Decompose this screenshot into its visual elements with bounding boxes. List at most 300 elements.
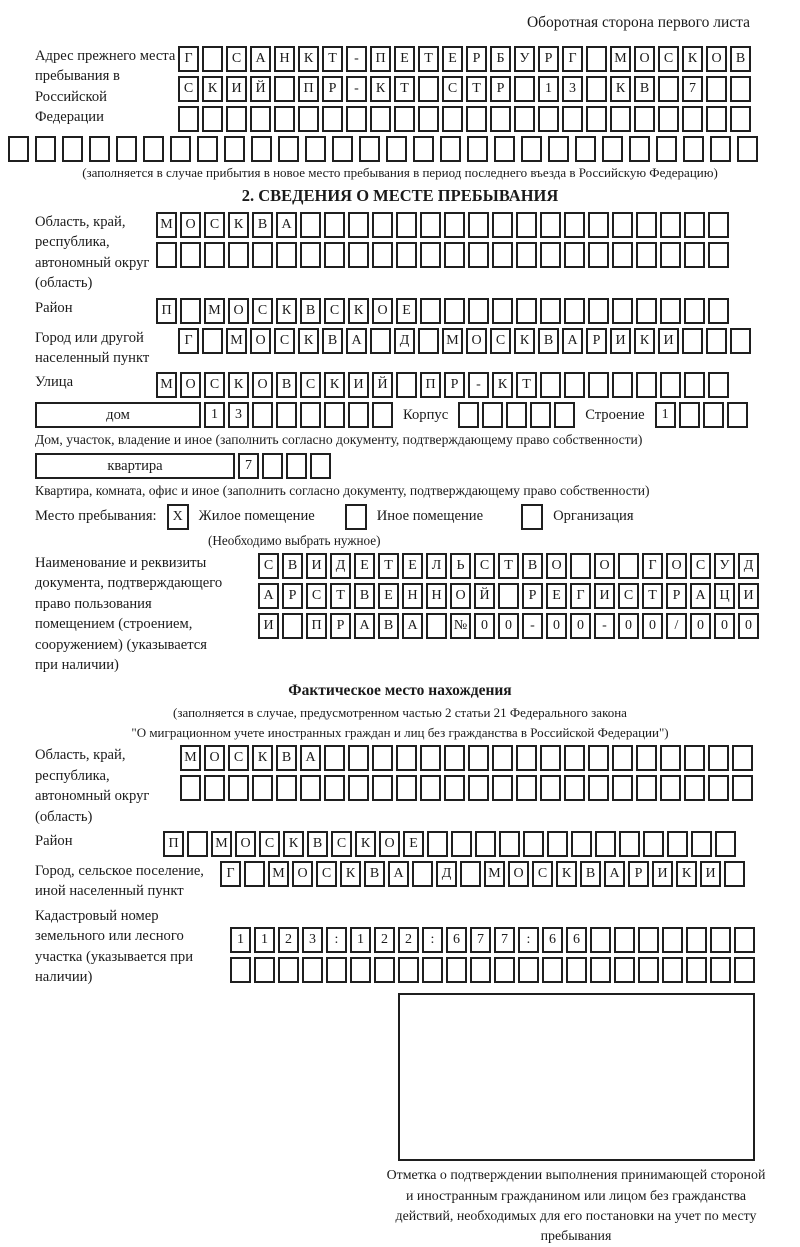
- char-cell[interactable]: Г: [178, 46, 199, 72]
- char-cell[interactable]: Т: [498, 553, 519, 579]
- char-cell[interactable]: В: [276, 745, 297, 771]
- char-cell[interactable]: И: [738, 583, 759, 609]
- char-cell[interactable]: [547, 831, 568, 857]
- char-cell[interactable]: В: [322, 328, 343, 354]
- char-cell[interactable]: [682, 106, 703, 132]
- char-cell[interactable]: Ь: [450, 553, 471, 579]
- char-cell[interactable]: [322, 106, 343, 132]
- char-cell[interactable]: [8, 136, 29, 162]
- char-cell[interactable]: К: [202, 76, 223, 102]
- char-cell[interactable]: [89, 136, 110, 162]
- char-cell[interactable]: А: [354, 613, 375, 639]
- char-cell[interactable]: [446, 957, 467, 983]
- char-cell[interactable]: О: [594, 553, 615, 579]
- char-cell[interactable]: [660, 298, 681, 324]
- region-line-1[interactable]: [156, 212, 729, 238]
- char-cell[interactable]: [444, 745, 465, 771]
- char-cell[interactable]: [396, 212, 417, 238]
- char-cell[interactable]: [370, 328, 391, 354]
- char-cell[interactable]: :: [422, 927, 443, 953]
- char-cell[interactable]: [494, 136, 515, 162]
- char-cell[interactable]: [634, 106, 655, 132]
- char-cell[interactable]: [610, 106, 631, 132]
- char-cell[interactable]: [586, 76, 607, 102]
- actual-region-line-1[interactable]: [180, 745, 753, 771]
- char-cell[interactable]: С: [316, 861, 337, 887]
- char-cell[interactable]: [516, 298, 537, 324]
- char-cell[interactable]: [514, 76, 535, 102]
- char-cell[interactable]: К: [355, 831, 376, 857]
- char-cell[interactable]: К: [298, 328, 319, 354]
- char-cell[interactable]: [492, 775, 513, 801]
- actual-city-cells[interactable]: [220, 861, 745, 887]
- char-cell[interactable]: Л: [426, 553, 447, 579]
- char-cell[interactable]: [540, 372, 561, 398]
- char-cell[interactable]: [498, 583, 519, 609]
- char-cell[interactable]: Д: [436, 861, 457, 887]
- char-cell[interactable]: [276, 242, 297, 268]
- char-cell[interactable]: [348, 242, 369, 268]
- char-cell[interactable]: [643, 831, 664, 857]
- char-cell[interactable]: А: [276, 212, 297, 238]
- char-cell[interactable]: Р: [666, 583, 687, 609]
- char-cell[interactable]: [614, 927, 635, 953]
- char-cell[interactable]: О: [180, 212, 201, 238]
- char-cell[interactable]: 0: [714, 613, 735, 639]
- char-cell[interactable]: [732, 775, 753, 801]
- char-cell[interactable]: 2: [374, 927, 395, 953]
- char-cell[interactable]: [204, 775, 225, 801]
- char-cell[interactable]: А: [604, 861, 625, 887]
- char-cell[interactable]: [372, 402, 393, 428]
- char-cell[interactable]: [708, 298, 729, 324]
- char-cell[interactable]: [710, 136, 731, 162]
- ownership-document-line-1[interactable]: [258, 553, 759, 579]
- char-cell[interactable]: [298, 106, 319, 132]
- char-cell[interactable]: 2: [278, 927, 299, 953]
- char-cell[interactable]: [224, 136, 245, 162]
- char-cell[interactable]: [710, 927, 731, 953]
- char-cell[interactable]: [35, 136, 56, 162]
- char-cell[interactable]: [684, 372, 705, 398]
- char-cell[interactable]: С: [228, 745, 249, 771]
- char-cell[interactable]: И: [594, 583, 615, 609]
- char-cell[interactable]: Г: [642, 553, 663, 579]
- char-cell[interactable]: [372, 775, 393, 801]
- char-cell[interactable]: [660, 372, 681, 398]
- char-cell[interactable]: Е: [442, 46, 463, 72]
- char-cell[interactable]: С: [258, 553, 279, 579]
- char-cell[interactable]: [422, 957, 443, 983]
- char-cell[interactable]: [412, 861, 433, 887]
- char-cell[interactable]: [202, 106, 223, 132]
- char-cell[interactable]: 1: [350, 927, 371, 953]
- char-cell[interactable]: [566, 957, 587, 983]
- char-cell[interactable]: [602, 136, 623, 162]
- char-cell[interactable]: [588, 372, 609, 398]
- char-cell[interactable]: [460, 861, 481, 887]
- char-cell[interactable]: [396, 745, 417, 771]
- char-cell[interactable]: К: [298, 46, 319, 72]
- char-cell[interactable]: С: [532, 861, 553, 887]
- char-cell[interactable]: [202, 46, 223, 72]
- ownership-document-line-2[interactable]: [258, 583, 759, 609]
- char-cell[interactable]: О: [252, 372, 273, 398]
- char-cell[interactable]: [326, 957, 347, 983]
- char-cell[interactable]: П: [370, 46, 391, 72]
- char-cell[interactable]: Й: [250, 76, 271, 102]
- char-cell[interactable]: [684, 212, 705, 238]
- char-cell[interactable]: 7: [238, 453, 259, 479]
- char-cell[interactable]: [467, 136, 488, 162]
- char-cell[interactable]: :: [518, 927, 539, 953]
- prev-address-line-3[interactable]: [178, 106, 751, 132]
- char-cell[interactable]: [638, 927, 659, 953]
- char-cell[interactable]: В: [364, 861, 385, 887]
- char-cell[interactable]: [444, 212, 465, 238]
- char-cell[interactable]: [612, 775, 633, 801]
- char-cell[interactable]: [300, 775, 321, 801]
- char-cell[interactable]: 0: [642, 613, 663, 639]
- char-cell[interactable]: [730, 328, 751, 354]
- char-cell[interactable]: [682, 328, 703, 354]
- char-cell[interactable]: К: [492, 372, 513, 398]
- char-cell[interactable]: [514, 106, 535, 132]
- char-cell[interactable]: 1: [230, 927, 251, 953]
- char-cell[interactable]: Д: [330, 553, 351, 579]
- char-cell[interactable]: [324, 212, 345, 238]
- char-cell[interactable]: [244, 861, 265, 887]
- building-cells[interactable]: [458, 402, 575, 428]
- char-cell[interactable]: Н: [402, 583, 423, 609]
- organization-checkbox[interactable]: [521, 504, 543, 530]
- char-cell[interactable]: И: [306, 553, 327, 579]
- char-cell[interactable]: С: [306, 583, 327, 609]
- char-cell[interactable]: М: [180, 745, 201, 771]
- char-cell[interactable]: [300, 242, 321, 268]
- char-cell[interactable]: 3: [228, 402, 249, 428]
- char-cell[interactable]: Е: [403, 831, 424, 857]
- char-cell[interactable]: [427, 831, 448, 857]
- char-cell[interactable]: [684, 298, 705, 324]
- char-cell[interactable]: -: [594, 613, 615, 639]
- char-cell[interactable]: В: [354, 583, 375, 609]
- char-cell[interactable]: [710, 957, 731, 983]
- char-cell[interactable]: [530, 402, 551, 428]
- char-cell[interactable]: [324, 745, 345, 771]
- char-cell[interactable]: [667, 831, 688, 857]
- char-cell[interactable]: Т: [418, 46, 439, 72]
- char-cell[interactable]: С: [226, 46, 247, 72]
- char-cell[interactable]: [518, 957, 539, 983]
- char-cell[interactable]: [282, 613, 303, 639]
- char-cell[interactable]: 7: [682, 76, 703, 102]
- char-cell[interactable]: С: [274, 328, 295, 354]
- char-cell[interactable]: К: [340, 861, 361, 887]
- char-cell[interactable]: И: [348, 372, 369, 398]
- char-cell[interactable]: [398, 957, 419, 983]
- char-cell[interactable]: О: [466, 328, 487, 354]
- char-cell[interactable]: Р: [330, 613, 351, 639]
- char-cell[interactable]: [658, 106, 679, 132]
- char-cell[interactable]: В: [300, 298, 321, 324]
- char-cell[interactable]: Е: [394, 46, 415, 72]
- char-cell[interactable]: [708, 242, 729, 268]
- char-cell[interactable]: С: [259, 831, 280, 857]
- char-cell[interactable]: [570, 553, 591, 579]
- char-cell[interactable]: [302, 957, 323, 983]
- char-cell[interactable]: А: [402, 613, 423, 639]
- char-cell[interactable]: [348, 212, 369, 238]
- char-cell[interactable]: К: [283, 831, 304, 857]
- char-cell[interactable]: А: [346, 328, 367, 354]
- structure-cells[interactable]: [655, 402, 748, 428]
- char-cell[interactable]: [734, 957, 755, 983]
- char-cell[interactable]: [595, 831, 616, 857]
- char-cell[interactable]: Г: [220, 861, 241, 887]
- char-cell[interactable]: [372, 212, 393, 238]
- char-cell[interactable]: [202, 328, 223, 354]
- char-cell[interactable]: [324, 775, 345, 801]
- char-cell[interactable]: О: [250, 328, 271, 354]
- char-cell[interactable]: [684, 242, 705, 268]
- char-cell[interactable]: [656, 136, 677, 162]
- char-cell[interactable]: [492, 298, 513, 324]
- char-cell[interactable]: [619, 831, 640, 857]
- char-cell[interactable]: К: [348, 298, 369, 324]
- char-cell[interactable]: [724, 861, 745, 887]
- char-cell[interactable]: 0: [498, 613, 519, 639]
- char-cell[interactable]: [492, 212, 513, 238]
- char-cell[interactable]: -: [346, 76, 367, 102]
- char-cell[interactable]: [516, 775, 537, 801]
- char-cell[interactable]: [348, 745, 369, 771]
- char-cell[interactable]: [180, 298, 201, 324]
- char-cell[interactable]: [575, 136, 596, 162]
- char-cell[interactable]: И: [258, 613, 279, 639]
- char-cell[interactable]: [458, 402, 479, 428]
- char-cell[interactable]: М: [156, 212, 177, 238]
- char-cell[interactable]: Е: [402, 553, 423, 579]
- char-cell[interactable]: [420, 745, 441, 771]
- char-cell[interactable]: О: [292, 861, 313, 887]
- other-premises-checkbox[interactable]: [345, 504, 367, 530]
- char-cell[interactable]: У: [714, 553, 735, 579]
- char-cell[interactable]: [521, 136, 542, 162]
- char-cell[interactable]: В: [276, 372, 297, 398]
- char-cell[interactable]: [468, 775, 489, 801]
- char-cell[interactable]: [538, 106, 559, 132]
- char-cell[interactable]: [658, 76, 679, 102]
- char-cell[interactable]: В: [730, 46, 751, 72]
- char-cell[interactable]: [470, 957, 491, 983]
- char-cell[interactable]: [348, 402, 369, 428]
- char-cell[interactable]: И: [700, 861, 721, 887]
- char-cell[interactable]: О: [508, 861, 529, 887]
- char-cell[interactable]: [516, 212, 537, 238]
- char-cell[interactable]: [374, 957, 395, 983]
- char-cell[interactable]: Р: [444, 372, 465, 398]
- char-cell[interactable]: [250, 106, 271, 132]
- char-cell[interactable]: [542, 957, 563, 983]
- char-cell[interactable]: [516, 745, 537, 771]
- char-cell[interactable]: [372, 242, 393, 268]
- char-cell[interactable]: [180, 242, 201, 268]
- char-cell[interactable]: [170, 136, 191, 162]
- char-cell[interactable]: [564, 775, 585, 801]
- char-cell[interactable]: А: [258, 583, 279, 609]
- char-cell[interactable]: М: [226, 328, 247, 354]
- char-cell[interactable]: С: [490, 328, 511, 354]
- char-cell[interactable]: К: [370, 76, 391, 102]
- char-cell[interactable]: [143, 136, 164, 162]
- char-cell[interactable]: [442, 106, 463, 132]
- house-number-cells[interactable]: [204, 402, 393, 428]
- char-cell[interactable]: С: [331, 831, 352, 857]
- char-cell[interactable]: [252, 242, 273, 268]
- char-cell[interactable]: [730, 76, 751, 102]
- char-cell[interactable]: [708, 775, 729, 801]
- char-cell[interactable]: [660, 212, 681, 238]
- char-cell[interactable]: Б: [490, 46, 511, 72]
- char-cell[interactable]: [324, 242, 345, 268]
- char-cell[interactable]: [156, 242, 177, 268]
- prev-address-line-2[interactable]: [178, 76, 751, 102]
- char-cell[interactable]: К: [228, 372, 249, 398]
- char-cell[interactable]: [691, 831, 712, 857]
- char-cell[interactable]: [413, 136, 434, 162]
- char-cell[interactable]: [274, 106, 295, 132]
- char-cell[interactable]: [178, 106, 199, 132]
- char-cell[interactable]: С: [474, 553, 495, 579]
- char-cell[interactable]: [708, 372, 729, 398]
- char-cell[interactable]: Д: [394, 328, 415, 354]
- char-cell[interactable]: И: [226, 76, 247, 102]
- char-cell[interactable]: [636, 212, 657, 238]
- char-cell[interactable]: [686, 957, 707, 983]
- char-cell[interactable]: [251, 136, 272, 162]
- char-cell[interactable]: [540, 298, 561, 324]
- char-cell[interactable]: О: [666, 553, 687, 579]
- char-cell[interactable]: М: [156, 372, 177, 398]
- char-cell[interactable]: [310, 453, 331, 479]
- char-cell[interactable]: 0: [738, 613, 759, 639]
- char-cell[interactable]: -: [522, 613, 543, 639]
- char-cell[interactable]: Т: [466, 76, 487, 102]
- char-cell[interactable]: [564, 745, 585, 771]
- char-cell[interactable]: С: [690, 553, 711, 579]
- char-cell[interactable]: О: [372, 298, 393, 324]
- actual-region-line-2[interactable]: [180, 775, 753, 801]
- char-cell[interactable]: [300, 402, 321, 428]
- char-cell[interactable]: М: [442, 328, 463, 354]
- char-cell[interactable]: [612, 372, 633, 398]
- char-cell[interactable]: [226, 106, 247, 132]
- char-cell[interactable]: 7: [494, 927, 515, 953]
- char-cell[interactable]: [636, 745, 657, 771]
- char-cell[interactable]: 3: [302, 927, 323, 953]
- ownership-document-line-3[interactable]: [258, 613, 759, 639]
- char-cell[interactable]: К: [324, 372, 345, 398]
- char-cell[interactable]: [228, 775, 249, 801]
- char-cell[interactable]: [499, 831, 520, 857]
- street-cells[interactable]: [156, 372, 729, 398]
- char-cell[interactable]: [62, 136, 83, 162]
- char-cell[interactable]: 0: [690, 613, 711, 639]
- char-cell[interactable]: О: [379, 831, 400, 857]
- char-cell[interactable]: Г: [178, 328, 199, 354]
- char-cell[interactable]: [540, 242, 561, 268]
- char-cell[interactable]: [703, 402, 724, 428]
- char-cell[interactable]: К: [682, 46, 703, 72]
- char-cell[interactable]: И: [610, 328, 631, 354]
- char-cell[interactable]: [612, 298, 633, 324]
- char-cell[interactable]: А: [690, 583, 711, 609]
- char-cell[interactable]: В: [378, 613, 399, 639]
- char-cell[interactable]: [396, 242, 417, 268]
- char-cell[interactable]: [564, 242, 585, 268]
- char-cell[interactable]: [506, 402, 527, 428]
- char-cell[interactable]: Е: [378, 583, 399, 609]
- char-cell[interactable]: [418, 106, 439, 132]
- char-cell[interactable]: Н: [274, 46, 295, 72]
- cadastral-line-1[interactable]: [230, 927, 755, 953]
- char-cell[interactable]: [614, 957, 635, 983]
- char-cell[interactable]: [482, 402, 503, 428]
- char-cell[interactable]: А: [562, 328, 583, 354]
- char-cell[interactable]: [332, 136, 353, 162]
- char-cell[interactable]: К: [634, 328, 655, 354]
- char-cell[interactable]: В: [538, 328, 559, 354]
- char-cell[interactable]: Е: [396, 298, 417, 324]
- char-cell[interactable]: [660, 775, 681, 801]
- actual-district-cells[interactable]: [163, 831, 736, 857]
- char-cell[interactable]: 0: [570, 613, 591, 639]
- char-cell[interactable]: [492, 745, 513, 771]
- char-cell[interactable]: [588, 775, 609, 801]
- char-cell[interactable]: [660, 745, 681, 771]
- char-cell[interactable]: О: [546, 553, 567, 579]
- district-cells[interactable]: [156, 298, 729, 324]
- char-cell[interactable]: Г: [562, 46, 583, 72]
- char-cell[interactable]: [180, 775, 201, 801]
- char-cell[interactable]: С: [658, 46, 679, 72]
- char-cell[interactable]: Й: [474, 583, 495, 609]
- char-cell[interactable]: О: [204, 745, 225, 771]
- char-cell[interactable]: [426, 613, 447, 639]
- char-cell[interactable]: П: [298, 76, 319, 102]
- char-cell[interactable]: [350, 957, 371, 983]
- char-cell[interactable]: Р: [282, 583, 303, 609]
- char-cell[interactable]: [706, 328, 727, 354]
- char-cell[interactable]: [564, 372, 585, 398]
- char-cell[interactable]: Р: [586, 328, 607, 354]
- char-cell[interactable]: [324, 402, 345, 428]
- char-cell[interactable]: О: [450, 583, 471, 609]
- char-cell[interactable]: [300, 212, 321, 238]
- char-cell[interactable]: 1: [655, 402, 676, 428]
- char-cell[interactable]: [276, 775, 297, 801]
- char-cell[interactable]: Т: [516, 372, 537, 398]
- char-cell[interactable]: [679, 402, 700, 428]
- char-cell[interactable]: А: [388, 861, 409, 887]
- char-cell[interactable]: [451, 831, 472, 857]
- char-cell[interactable]: [396, 775, 417, 801]
- char-cell[interactable]: С: [618, 583, 639, 609]
- char-cell[interactable]: К: [556, 861, 577, 887]
- char-cell[interactable]: С: [204, 372, 225, 398]
- char-cell[interactable]: К: [252, 745, 273, 771]
